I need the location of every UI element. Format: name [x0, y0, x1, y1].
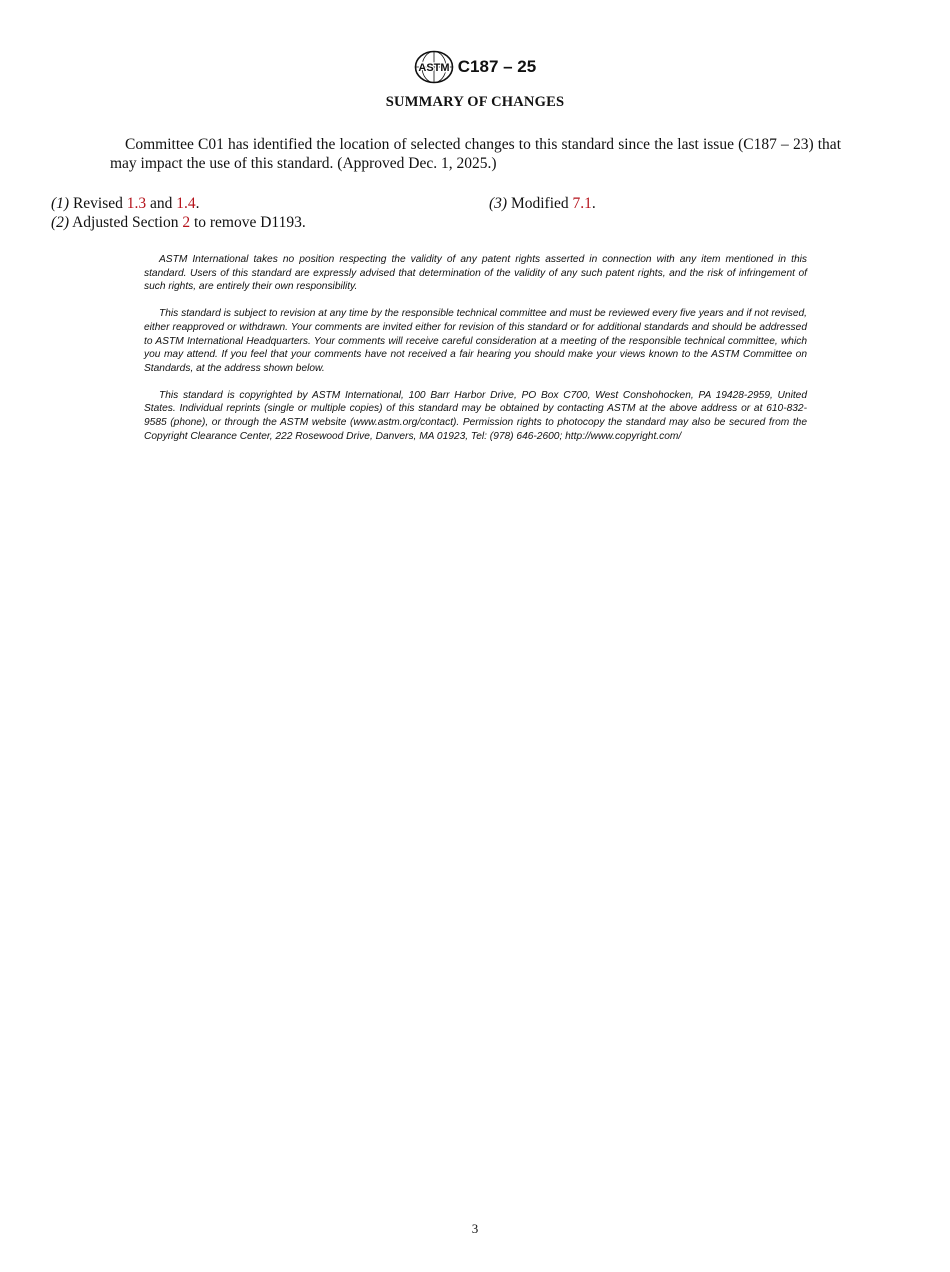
changes-list-right [489, 194, 909, 213]
change-text: Revised [72, 195, 127, 212]
summary-of-changes-title: SUMMARY OF CHANGES [385, 94, 565, 110]
changes-list-left [51, 194, 471, 232]
change-number: (2) [51, 214, 70, 231]
change-number: (3) [489, 195, 508, 212]
change-text: Modified [510, 195, 573, 212]
change-text: Adjusted Section [72, 214, 183, 231]
change-item-1 [51, 194, 471, 213]
astm-logo-icon [414, 50, 454, 84]
patent-notice: ASTM International takes no position respecting the validity of any patent rights asserted in connection with any item mentioned in this standard. Users of this standard are expressly advised that determination of the validity of any such patent rights, and the risk of infringement of such rights, are entirely their own responsibility. [144, 254, 807, 293]
change-text: . [591, 195, 596, 212]
change-number: (1) [51, 195, 70, 212]
section-link-2[interactable]: 2 [182, 214, 191, 231]
section-link-1-4[interactable]: 1.4 [176, 195, 196, 212]
change-text: to remove D1193. [190, 214, 306, 231]
change-text: . [195, 195, 200, 212]
document-header [0, 50, 950, 84]
section-link-1-3[interactable]: 1.3 [126, 195, 147, 212]
svg-text:ASTM: ASTM [418, 62, 450, 74]
standard-designation: C187 – 25 [457, 57, 537, 76]
page-number: 3 [471, 1221, 479, 1236]
revision-notice: This standard is subject to revision at any time by the responsible technical committee and must be reviewed every five years and if not revised, either reapproved or withdrawn. Your comments are invited either for revision of this standard or for additional standards and should be addressed to ASTM International Headquarters. Your comments will receive careful consideration at a meeting of the responsible technical committee, which you may attend. If you feel that your comments have not received a fair hearing you should make your views known to the ASTM Committee on Standards, at the address shown below. [144, 308, 807, 374]
change-item-2 [51, 213, 471, 232]
change-text: and [146, 195, 177, 212]
change-item-3 [489, 194, 909, 213]
copyright-notice: This standard is copyrighted by ASTM International, 100 Barr Harbor Drive, PO Box C700, West Conshohocken, PA 19428-2959, United States. Individual reprints (single or multiple copies) of this standard may be obtained by contacting ASTM at the above address or at 610-832-9585 (phone), or through the ASTM website (www.astm.org/contact). Permission rights to photocopy the standard may also be secured from the Copyright Clearance Center, 222 Rosewood Drive, Danvers, MA 01923, Tel: (978) 646-2600; http://www.copyright.com/ [144, 389, 807, 442]
legal-notices [144, 253, 807, 456]
section-link-7-1[interactable]: 7.1 [572, 195, 592, 212]
summary-intro-paragraph: Committee C01 has identified the location of selected changes to this standard since the last issue (C187 – 23) that may impact the use of this standard. (Approved Dec. 1, 2025.) [110, 136, 841, 172]
